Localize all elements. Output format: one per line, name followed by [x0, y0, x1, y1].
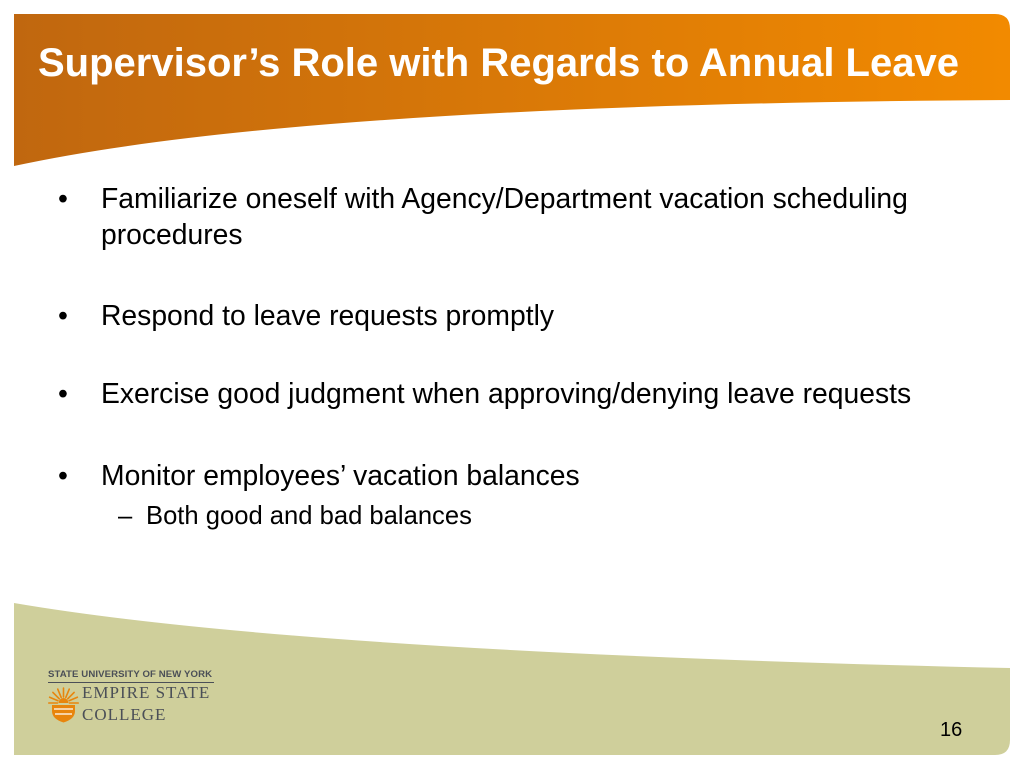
bullet-item	[0, 457, 961, 532]
sub-bullet-marker: –	[118, 502, 133, 530]
bullet-item	[0, 375, 961, 411]
header-banner	[14, 14, 1010, 166]
logo-college-name-line1: EMPIRE STATE	[82, 683, 211, 702]
logo-college-name-line2: COLLEGE	[82, 705, 167, 724]
bullet-marker: •	[58, 182, 68, 214]
bullet-text: Exercise good judgment when approving/denying leave requests	[101, 377, 912, 409]
logo-system-name: STATE UNIVERSITY OF NEW YORK	[48, 669, 213, 680]
bullet-list	[0, 180, 1024, 532]
bullet-marker: •	[58, 377, 68, 409]
page-number: 16	[940, 719, 963, 741]
bullet-text: Monitor employees’ vacation balances	[101, 459, 580, 491]
bullet-item	[0, 297, 961, 333]
bullet-text: Familiarize oneself with Agency/Department vacation scheduling procedures	[101, 182, 908, 250]
slide-title: Supervisor’s Role with Regards to Annual Leave	[38, 41, 959, 85]
college-logo	[48, 668, 220, 726]
bullet-item	[0, 180, 961, 252]
bullet-marker: •	[58, 459, 68, 491]
sub-bullet-text: Both good and bad balances	[146, 502, 472, 530]
bullet-marker: •	[58, 299, 68, 331]
sub-bullet-item	[101, 500, 961, 532]
bullet-text: Respond to leave requests promptly	[101, 299, 554, 331]
sub-bullet-list	[101, 500, 961, 532]
sunburst-shield-icon	[48, 684, 79, 723]
